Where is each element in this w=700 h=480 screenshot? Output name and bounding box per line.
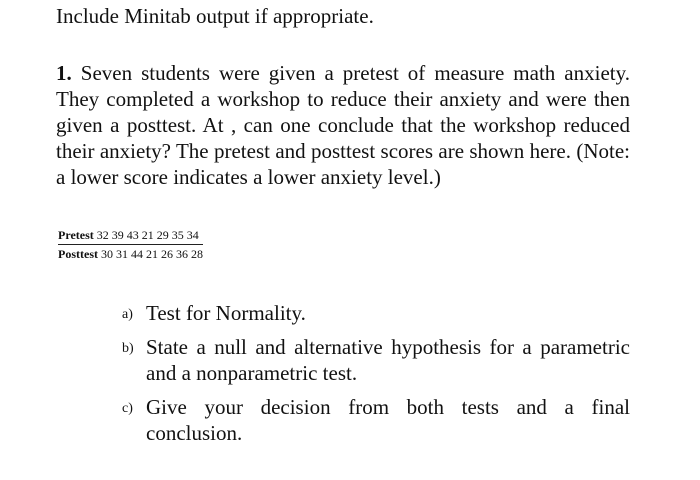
part-c <box>122 394 630 446</box>
question-1 <box>56 60 630 190</box>
posttest-values: 30 31 44 21 26 36 28 <box>100 247 203 261</box>
part-b-text: State a null and alternative hypothesis for a parametric and a nonparametric test. <box>146 335 630 385</box>
part-a <box>122 300 630 326</box>
part-c-marker: c) <box>122 401 133 416</box>
question-parts <box>122 300 630 454</box>
part-b <box>122 334 630 386</box>
question-text: Seven students were given a pretest of measure math anxiety. They completed a workshop to reduce their anxiety and were then given a posttest. At , can one conclude that the workshop reduced their anxiety? The pretest and posttest scores are shown here. (Note: a lower score indicates a lower anxiety level.) <box>56 61 630 189</box>
score-table <box>58 226 203 263</box>
part-a-marker: a) <box>122 307 133 322</box>
instruction-text: Include Minitab output if appropriate. <box>56 4 374 28</box>
pretest-label: Pretest <box>58 228 94 242</box>
part-b-marker: b) <box>122 341 134 356</box>
part-a-text: Test for Normality. <box>146 301 306 325</box>
question-number: 1. <box>56 61 72 85</box>
part-c-text: Give your decision from both tests and a final conclusion. <box>146 395 630 445</box>
posttest-label: Posttest <box>58 247 98 261</box>
posttest-row <box>58 245 203 263</box>
pretest-row <box>58 226 203 245</box>
pretest-values: 32 39 43 21 29 35 34 <box>96 228 199 242</box>
